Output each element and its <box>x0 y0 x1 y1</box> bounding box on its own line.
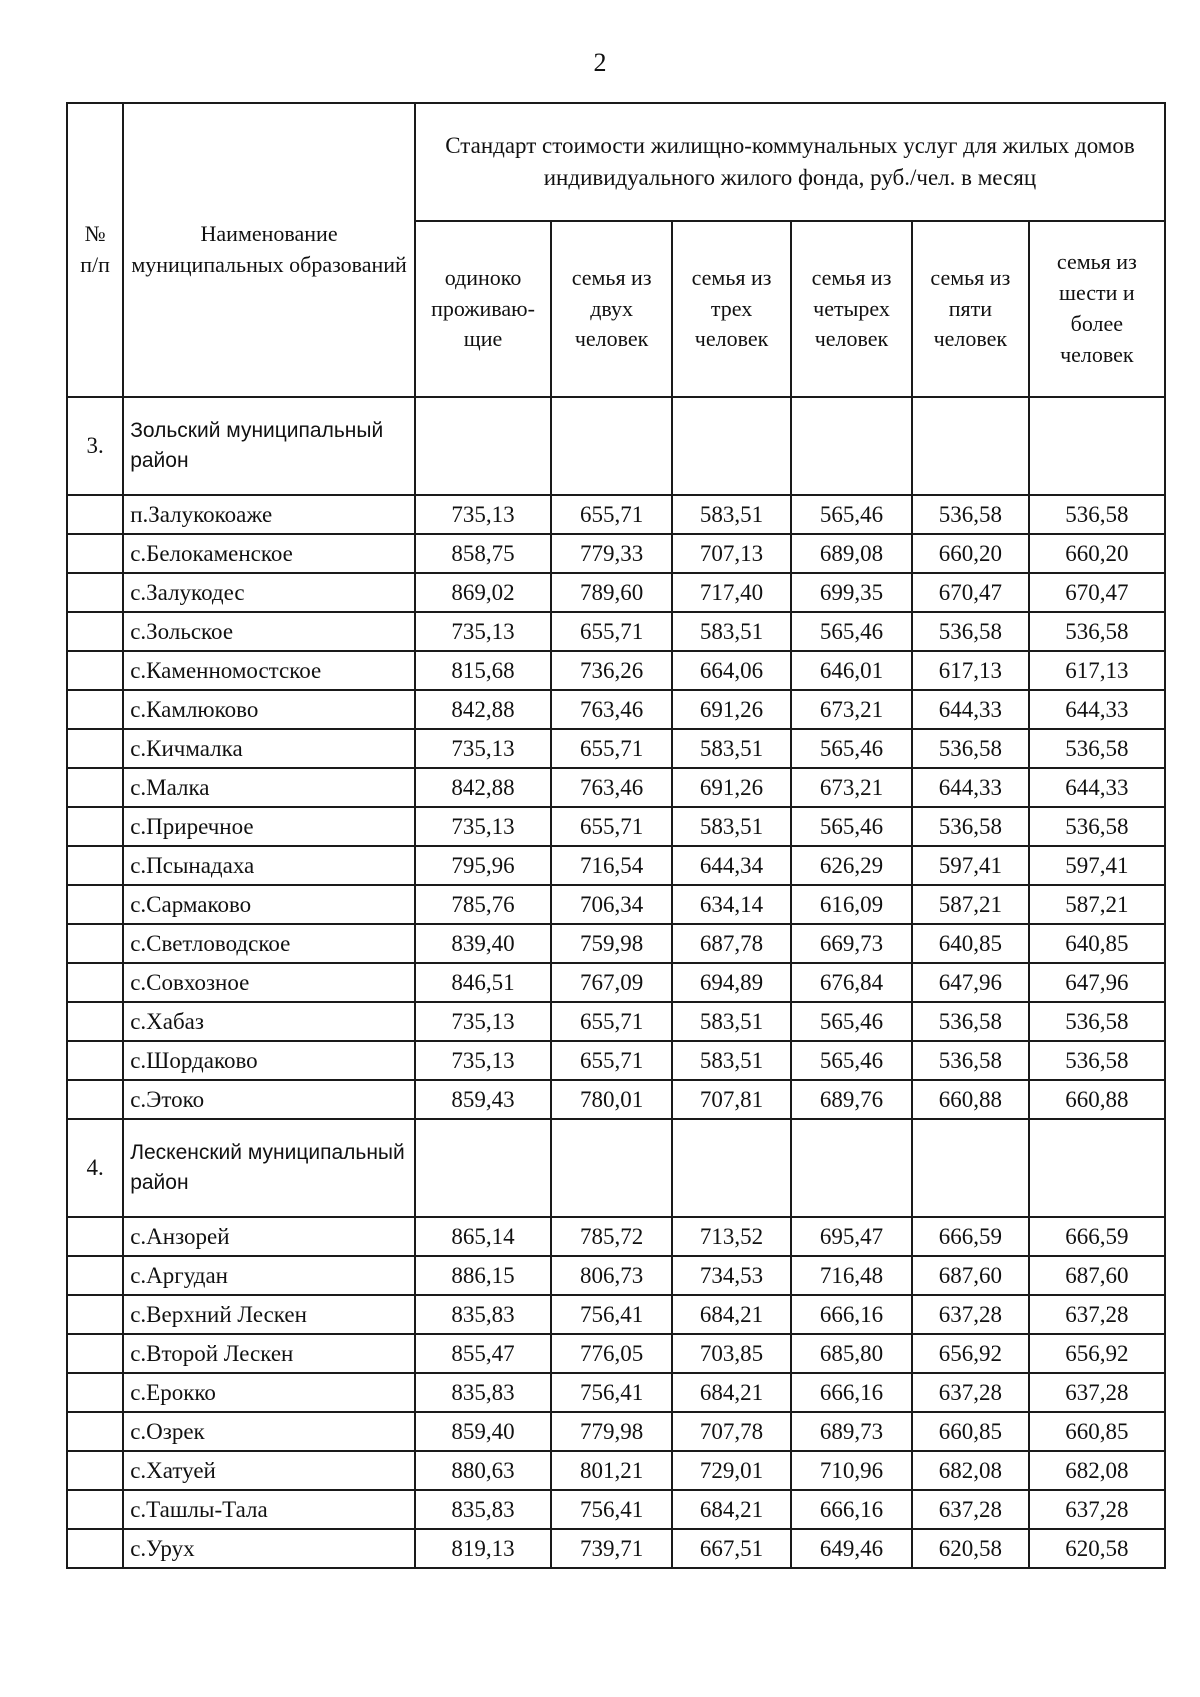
settlement-name: с.Второй Лескен <box>123 1334 415 1373</box>
section-row <box>67 397 1165 495</box>
header-sub-col: семья из двух человек <box>551 221 672 397</box>
cost-value: 687,60 <box>1029 1256 1165 1295</box>
row-number-cell <box>67 495 123 534</box>
settlement-name: с.Аргудан <box>123 1256 415 1295</box>
table-row <box>67 1217 1165 1256</box>
row-number-cell <box>67 1412 123 1451</box>
cost-value: 735,13 <box>415 729 551 768</box>
cost-value: 587,21 <box>1029 885 1165 924</box>
table-row <box>67 1412 1165 1451</box>
cost-value: 676,84 <box>791 963 912 1002</box>
row-number-cell <box>67 807 123 846</box>
table-row <box>67 924 1165 963</box>
row-number-cell <box>67 729 123 768</box>
cost-value: 626,29 <box>791 846 912 885</box>
cost-value: 644,33 <box>1029 690 1165 729</box>
table-row <box>67 534 1165 573</box>
header-sub-col: одиноко проживаю-щие <box>415 221 551 397</box>
cost-value: 536,58 <box>1029 1002 1165 1041</box>
cost-value: 687,60 <box>912 1256 1029 1295</box>
cost-value: 684,21 <box>672 1373 791 1412</box>
cost-value: 637,28 <box>912 1295 1029 1334</box>
cost-value: 637,28 <box>1029 1295 1165 1334</box>
cost-value: 655,71 <box>551 495 672 534</box>
header-sub-col: семья из четырех человек <box>791 221 912 397</box>
cost-value: 660,85 <box>1029 1412 1165 1451</box>
cost-value: 583,51 <box>672 1041 791 1080</box>
cost-value: 597,41 <box>1029 846 1165 885</box>
cost-value: 707,81 <box>672 1080 791 1119</box>
cost-value: 703,85 <box>672 1334 791 1373</box>
settlement-name: с.Ерокко <box>123 1373 415 1412</box>
cost-value: 620,58 <box>912 1529 1029 1568</box>
cost-value: 739,71 <box>551 1529 672 1568</box>
cost-value: 565,46 <box>791 1041 912 1080</box>
table-header <box>67 103 1165 397</box>
table-row <box>67 768 1165 807</box>
cost-value: 736,26 <box>551 651 672 690</box>
table-row <box>67 1529 1165 1568</box>
empty-cell <box>912 397 1029 495</box>
settlement-name: с.Малка <box>123 768 415 807</box>
row-number-cell <box>67 1529 123 1568</box>
settlement-name: с.Верхний Лескен <box>123 1295 415 1334</box>
row-number-cell <box>67 1295 123 1334</box>
settlement-name: с.Ташлы-Тала <box>123 1490 415 1529</box>
row-number-cell <box>67 885 123 924</box>
cost-value: 735,13 <box>415 807 551 846</box>
row-number-cell <box>67 1256 123 1295</box>
settlement-name: с.Кичмалка <box>123 729 415 768</box>
settlement-name: с.Урух <box>123 1529 415 1568</box>
cost-value: 583,51 <box>672 807 791 846</box>
cost-value: 644,33 <box>912 768 1029 807</box>
cost-value: 617,13 <box>1029 651 1165 690</box>
cost-value: 536,58 <box>1029 1041 1165 1080</box>
cost-value: 689,76 <box>791 1080 912 1119</box>
cost-value: 735,13 <box>415 612 551 651</box>
cost-value: 835,83 <box>415 1490 551 1529</box>
cost-value: 673,21 <box>791 690 912 729</box>
cost-value: 682,08 <box>1029 1451 1165 1490</box>
settlement-name: с.Этоко <box>123 1080 415 1119</box>
cost-value: 565,46 <box>791 612 912 651</box>
cost-value: 846,51 <box>415 963 551 1002</box>
row-number-cell <box>67 1041 123 1080</box>
empty-cell <box>1029 397 1165 495</box>
cost-value: 644,33 <box>912 690 1029 729</box>
cost-value: 617,13 <box>912 651 1029 690</box>
cost-value: 644,34 <box>672 846 791 885</box>
cost-value: 597,41 <box>912 846 1029 885</box>
row-number-cell <box>67 1080 123 1119</box>
settlement-name: с.Совхозное <box>123 963 415 1002</box>
table-row <box>67 729 1165 768</box>
cost-value: 583,51 <box>672 729 791 768</box>
settlement-name: с.Псынадаха <box>123 846 415 885</box>
cost-value: 673,21 <box>791 768 912 807</box>
cost-value: 647,96 <box>912 963 1029 1002</box>
cost-value: 886,15 <box>415 1256 551 1295</box>
empty-cell <box>415 397 551 495</box>
settlement-name: с.Белокаменское <box>123 534 415 573</box>
cost-value: 655,71 <box>551 1041 672 1080</box>
cost-value: 656,92 <box>1029 1334 1165 1373</box>
cost-value: 536,58 <box>1029 495 1165 534</box>
empty-cell <box>1029 1119 1165 1217</box>
table-row <box>67 495 1165 534</box>
settlement-name: с.Сармаково <box>123 885 415 924</box>
row-number-cell <box>67 1002 123 1041</box>
table-row <box>67 1490 1165 1529</box>
empty-cell <box>672 397 791 495</box>
settlement-name: с.Зольское <box>123 612 415 651</box>
cost-value: 785,76 <box>415 885 551 924</box>
cost-value: 583,51 <box>672 1002 791 1041</box>
table-row <box>67 1256 1165 1295</box>
cost-value: 795,96 <box>415 846 551 885</box>
row-number-cell <box>67 690 123 729</box>
row-number-cell <box>67 1217 123 1256</box>
cost-value: 756,41 <box>551 1295 672 1334</box>
page-number: 2 <box>593 48 607 77</box>
cost-standard-table <box>66 102 1166 1569</box>
row-number-cell <box>67 1334 123 1373</box>
cost-value: 616,09 <box>791 885 912 924</box>
cost-value: 735,13 <box>415 1041 551 1080</box>
table-row <box>67 885 1165 924</box>
cost-value: 763,46 <box>551 768 672 807</box>
cost-value: 689,08 <box>791 534 912 573</box>
table-row <box>67 1451 1165 1490</box>
cost-value: 859,43 <box>415 1080 551 1119</box>
cost-value: 655,71 <box>551 612 672 651</box>
row-number-cell <box>67 1373 123 1412</box>
header-sub-col: семья из трех человек <box>672 221 791 397</box>
header-name-col: Наименование муниципальных образований <box>123 103 415 397</box>
row-number-cell <box>67 924 123 963</box>
cost-value: 655,71 <box>551 807 672 846</box>
cost-value: 785,72 <box>551 1217 672 1256</box>
cost-value: 667,51 <box>672 1529 791 1568</box>
table-row <box>67 1295 1165 1334</box>
cost-value: 776,05 <box>551 1334 672 1373</box>
empty-cell <box>791 1119 912 1217</box>
settlement-name: с.Камлюково <box>123 690 415 729</box>
section-name: Зольский муниципальный район <box>123 397 415 495</box>
cost-value: 859,40 <box>415 1412 551 1451</box>
cost-value: 634,14 <box>672 885 791 924</box>
cost-value: 620,58 <box>1029 1529 1165 1568</box>
cost-value: 565,46 <box>791 807 912 846</box>
header-sub-col: семья из шести и более человек <box>1029 221 1165 397</box>
cost-value: 695,47 <box>791 1217 912 1256</box>
cost-value: 666,16 <box>791 1373 912 1412</box>
table-row <box>67 1334 1165 1373</box>
table-row <box>67 651 1165 690</box>
cost-value: 587,21 <box>912 885 1029 924</box>
cost-value: 536,58 <box>912 1002 1029 1041</box>
cost-value: 656,92 <box>912 1334 1029 1373</box>
row-number-cell <box>67 1451 123 1490</box>
header-number-col: № п/п <box>67 103 123 397</box>
settlement-name: с.Залукодес <box>123 573 415 612</box>
settlement-name: с.Приречное <box>123 807 415 846</box>
cost-value: 839,40 <box>415 924 551 963</box>
cost-value: 880,63 <box>415 1451 551 1490</box>
cost-value: 660,20 <box>1029 534 1165 573</box>
table-row <box>67 846 1165 885</box>
cost-value: 801,21 <box>551 1451 672 1490</box>
cost-value: 660,88 <box>1029 1080 1165 1119</box>
cost-value: 691,26 <box>672 768 791 807</box>
cost-value: 565,46 <box>791 1002 912 1041</box>
cost-value: 734,53 <box>672 1256 791 1295</box>
empty-cell <box>551 397 672 495</box>
cost-value: 666,16 <box>791 1295 912 1334</box>
cost-value: 670,47 <box>1029 573 1165 612</box>
settlement-name: с.Хатуей <box>123 1451 415 1490</box>
cost-value: 669,73 <box>791 924 912 963</box>
settlement-name: с.Анзорей <box>123 1217 415 1256</box>
cost-value: 706,34 <box>551 885 672 924</box>
table-row <box>67 1080 1165 1119</box>
cost-value: 707,78 <box>672 1412 791 1451</box>
cost-value: 583,51 <box>672 612 791 651</box>
cost-value: 536,58 <box>1029 612 1165 651</box>
settlement-name: с.Каменномостское <box>123 651 415 690</box>
section-row <box>67 1119 1165 1217</box>
cost-value: 699,35 <box>791 573 912 612</box>
settlement-name: п.Залукокоаже <box>123 495 415 534</box>
cost-value: 713,52 <box>672 1217 791 1256</box>
cost-value: 763,46 <box>551 690 672 729</box>
row-number-cell <box>67 534 123 573</box>
cost-value: 716,54 <box>551 846 672 885</box>
row-number-cell <box>67 1490 123 1529</box>
row-number-cell <box>67 963 123 1002</box>
cost-value: 640,85 <box>1029 924 1165 963</box>
cost-value: 815,68 <box>415 651 551 690</box>
empty-cell <box>551 1119 672 1217</box>
cost-value: 682,08 <box>912 1451 1029 1490</box>
table-body <box>67 397 1165 1568</box>
cost-value: 536,58 <box>912 807 1029 846</box>
cost-value: 716,48 <box>791 1256 912 1295</box>
cost-value: 767,09 <box>551 963 672 1002</box>
cost-value: 685,80 <box>791 1334 912 1373</box>
cost-value: 858,75 <box>415 534 551 573</box>
cost-value: 637,28 <box>912 1490 1029 1529</box>
cost-value: 647,96 <box>1029 963 1165 1002</box>
empty-cell <box>791 397 912 495</box>
cost-value: 869,02 <box>415 573 551 612</box>
cost-value: 666,59 <box>912 1217 1029 1256</box>
cost-value: 835,83 <box>415 1373 551 1412</box>
cost-value: 640,85 <box>912 924 1029 963</box>
cost-value: 806,73 <box>551 1256 672 1295</box>
header-sub-col: семья из пяти человек <box>912 221 1029 397</box>
cost-value: 536,58 <box>912 729 1029 768</box>
cost-value: 536,58 <box>1029 807 1165 846</box>
row-number-cell <box>67 612 123 651</box>
table-row <box>67 807 1165 846</box>
cost-value: 865,14 <box>415 1217 551 1256</box>
cost-value: 756,41 <box>551 1373 672 1412</box>
section-number: 4. <box>67 1119 123 1217</box>
table-row <box>67 1041 1165 1080</box>
cost-value: 842,88 <box>415 768 551 807</box>
cost-value: 819,13 <box>415 1529 551 1568</box>
cost-value: 666,59 <box>1029 1217 1165 1256</box>
cost-value: 835,83 <box>415 1295 551 1334</box>
empty-cell <box>672 1119 791 1217</box>
settlement-name: с.Шордаково <box>123 1041 415 1080</box>
cost-value: 660,88 <box>912 1080 1029 1119</box>
section-number: 3. <box>67 397 123 495</box>
cost-value: 707,13 <box>672 534 791 573</box>
cost-value: 842,88 <box>415 690 551 729</box>
cost-value: 735,13 <box>415 495 551 534</box>
cost-value: 855,47 <box>415 1334 551 1373</box>
cost-value: 756,41 <box>551 1490 672 1529</box>
cost-value: 565,46 <box>791 495 912 534</box>
row-number-cell <box>67 573 123 612</box>
cost-value: 759,98 <box>551 924 672 963</box>
table-row <box>67 573 1165 612</box>
cost-value: 789,60 <box>551 573 672 612</box>
settlement-name: с.Светловодское <box>123 924 415 963</box>
cost-value: 691,26 <box>672 690 791 729</box>
settlement-name: с.Хабаз <box>123 1002 415 1041</box>
cost-value: 666,16 <box>791 1490 912 1529</box>
cost-value: 637,28 <box>1029 1490 1165 1529</box>
settlement-name: с.Озрек <box>123 1412 415 1451</box>
cost-value: 710,96 <box>791 1451 912 1490</box>
cost-value: 536,58 <box>912 612 1029 651</box>
empty-cell <box>415 1119 551 1217</box>
cost-value: 536,58 <box>1029 729 1165 768</box>
cost-value: 655,71 <box>551 1002 672 1041</box>
cost-value: 646,01 <box>791 651 912 690</box>
cost-value: 664,06 <box>672 651 791 690</box>
cost-value: 689,73 <box>791 1412 912 1451</box>
cost-value: 779,98 <box>551 1412 672 1451</box>
header-standard-title: Стандарт стоимости жилищно-коммунальных услуг для жилых домов индивидуального жилого фонда, руб./чел. в месяц <box>415 103 1165 221</box>
table-row <box>67 963 1165 1002</box>
cost-value: 637,28 <box>912 1373 1029 1412</box>
cost-value: 637,28 <box>1029 1373 1165 1412</box>
cost-value: 780,01 <box>551 1080 672 1119</box>
table-row <box>67 612 1165 651</box>
cost-value: 735,13 <box>415 1002 551 1041</box>
row-number-cell <box>67 768 123 807</box>
table-row <box>67 1002 1165 1041</box>
cost-value: 649,46 <box>791 1529 912 1568</box>
table-row <box>67 1373 1165 1412</box>
cost-value: 536,58 <box>912 495 1029 534</box>
empty-cell <box>912 1119 1029 1217</box>
cost-value: 536,58 <box>912 1041 1029 1080</box>
table-row <box>67 690 1165 729</box>
cost-value: 684,21 <box>672 1490 791 1529</box>
cost-value: 655,71 <box>551 729 672 768</box>
cost-value: 670,47 <box>912 573 1029 612</box>
cost-value: 729,01 <box>672 1451 791 1490</box>
cost-value: 779,33 <box>551 534 672 573</box>
cost-value: 644,33 <box>1029 768 1165 807</box>
cost-value: 660,20 <box>912 534 1029 573</box>
section-name: Лескенский муниципальный район <box>123 1119 415 1217</box>
cost-value: 684,21 <box>672 1295 791 1334</box>
cost-value: 565,46 <box>791 729 912 768</box>
row-number-cell <box>67 846 123 885</box>
row-number-cell <box>67 651 123 690</box>
cost-value: 583,51 <box>672 495 791 534</box>
cost-value: 660,85 <box>912 1412 1029 1451</box>
cost-value: 687,78 <box>672 924 791 963</box>
cost-value: 694,89 <box>672 963 791 1002</box>
cost-value: 717,40 <box>672 573 791 612</box>
